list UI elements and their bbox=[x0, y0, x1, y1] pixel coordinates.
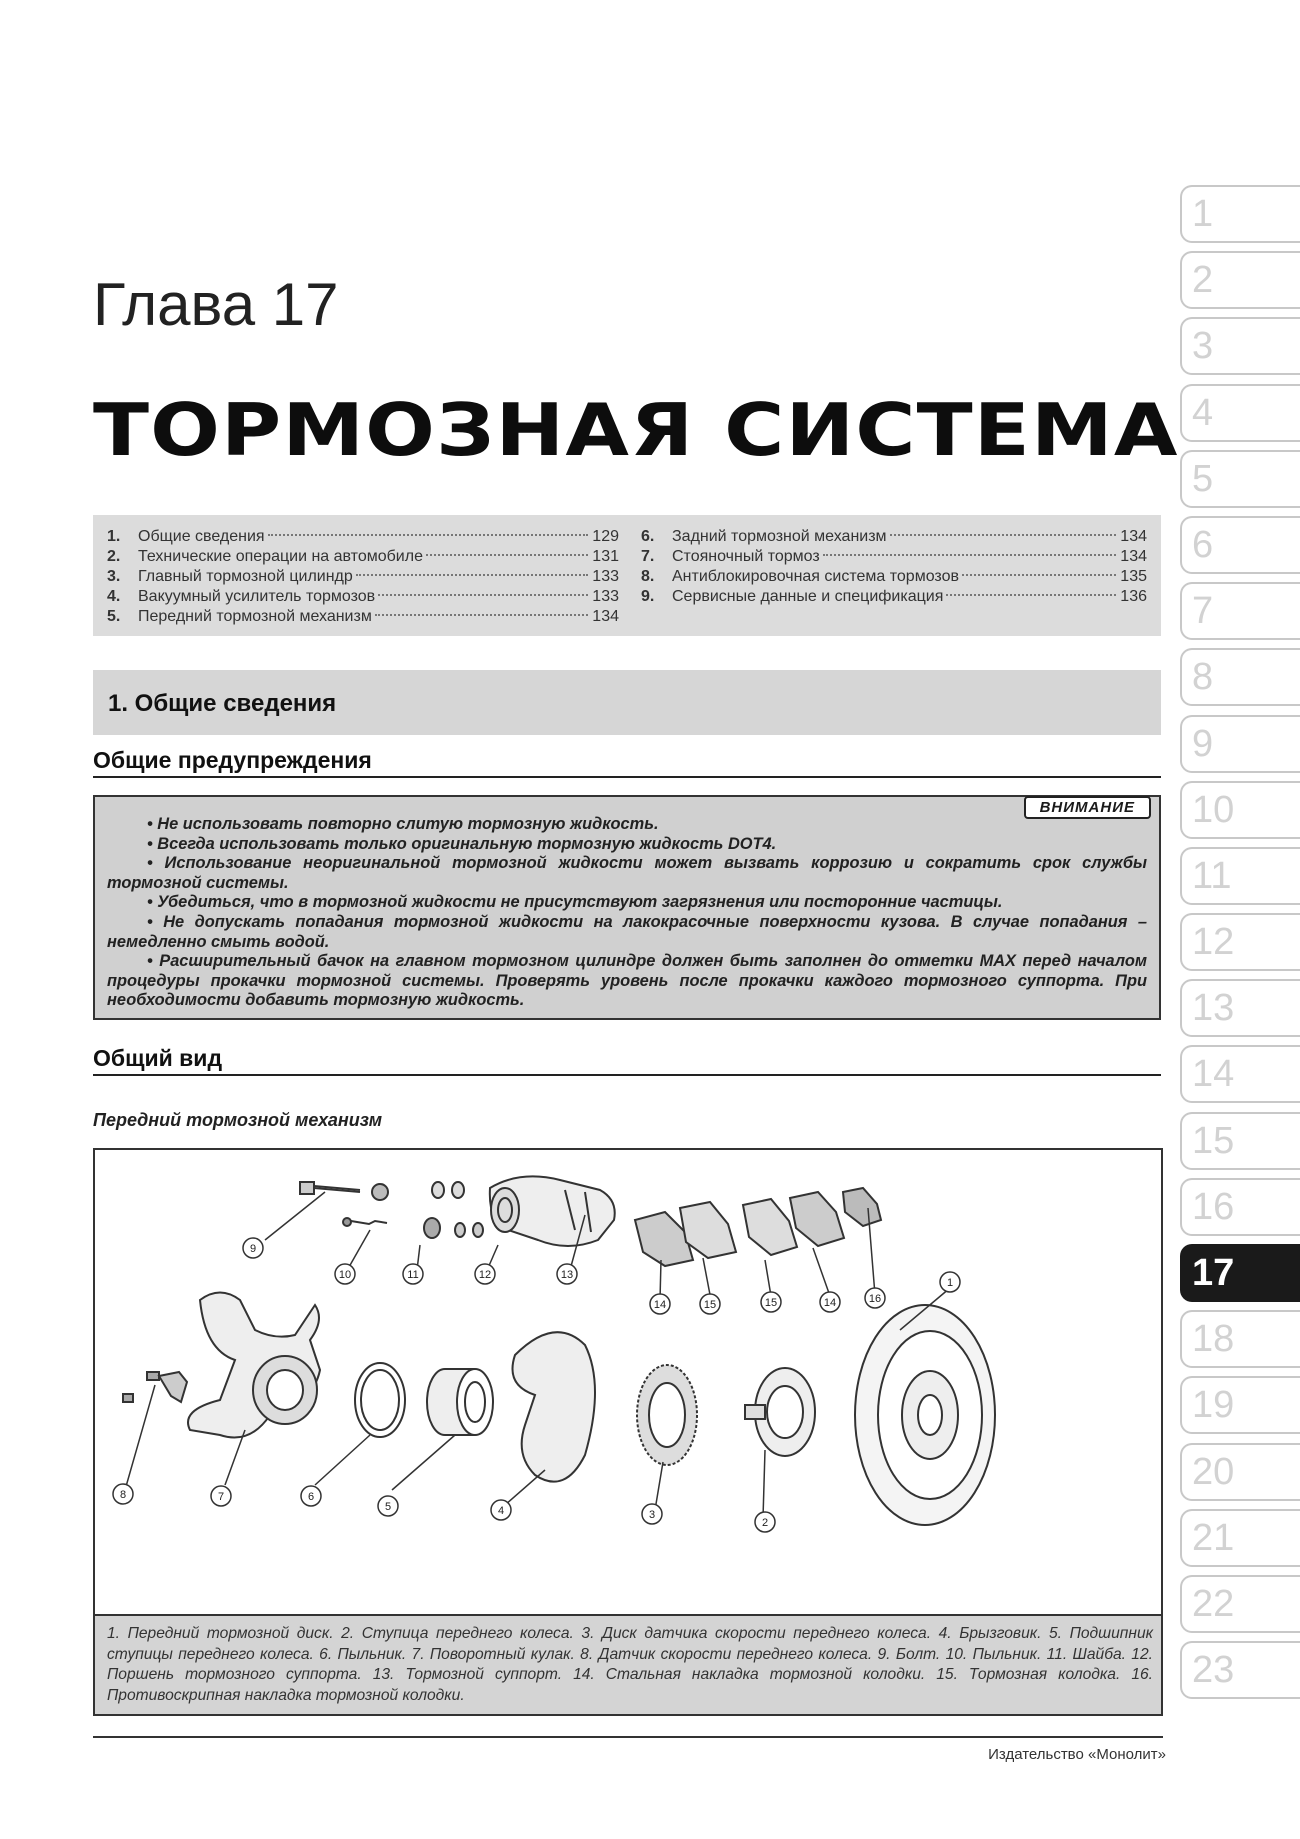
warning-item: • Расширительный бачок на главном тормозном цилиндре должен быть заполнен до отметки MAX перед началом процедуры прокачки тормозной системы. Проверять уровень после прокачки каждого тормозного суппорта. При необходимости добавить тормозную жидкость. bbox=[107, 952, 1147, 1010]
callout-label: 8 bbox=[119, 1489, 127, 1501]
toc-entry-page: 136 bbox=[1120, 588, 1147, 605]
toc-entry-title: Передний тормозной механизм bbox=[138, 608, 372, 625]
chapter-tab-label: 15 bbox=[1192, 1119, 1235, 1162]
callout-label: 5 bbox=[384, 1501, 392, 1513]
chapter-tab-label: 4 bbox=[1192, 391, 1214, 434]
toc-entry-title: Вакуумный усилитель тормозов bbox=[138, 588, 376, 605]
chapter-label: Глава 17 bbox=[93, 271, 339, 338]
chapter-tab-18[interactable] bbox=[1180, 1310, 1300, 1368]
toc-entry[interactable] bbox=[641, 547, 1147, 567]
publisher: Издательство «Монолит» bbox=[988, 1746, 1166, 1763]
chapter-tab-19[interactable] bbox=[1180, 1376, 1300, 1434]
toc-leader-dots bbox=[378, 593, 588, 596]
chapter-tab-17[interactable] bbox=[1180, 1244, 1300, 1302]
toc-entry-number: 3. bbox=[107, 568, 121, 585]
toc-entry-number: 4. bbox=[107, 588, 121, 605]
chapter-tab-label: 6 bbox=[1192, 523, 1214, 566]
toc-leader-dots bbox=[823, 553, 1117, 556]
chapter-tab-label: 7 bbox=[1192, 590, 1214, 633]
chapter-tab-4[interactable] bbox=[1180, 384, 1300, 442]
toc-leader-dots bbox=[962, 573, 1116, 576]
chapter-tab-14[interactable] bbox=[1180, 1045, 1300, 1103]
toc-entry-number: 9. bbox=[641, 588, 655, 605]
chapter-tab-2[interactable] bbox=[1180, 251, 1300, 309]
chapter-tab-label: 23 bbox=[1192, 1649, 1235, 1692]
toc-entry-title: Антиблокировочная система тормозов bbox=[672, 568, 959, 585]
toc-leader-dots bbox=[375, 613, 588, 616]
toc-entry-number: 7. bbox=[641, 548, 655, 565]
chapter-tab-label: 11 bbox=[1192, 854, 1232, 897]
callout-label: 9 bbox=[249, 1243, 257, 1255]
chapter-tab-22[interactable] bbox=[1180, 1575, 1300, 1633]
chapter-tab-label: 21 bbox=[1192, 1516, 1235, 1559]
toc-right-column bbox=[641, 527, 1147, 607]
chapter-tab-label: 16 bbox=[1192, 1185, 1235, 1228]
toc-entry[interactable] bbox=[641, 527, 1147, 547]
toc-entry-page: 129 bbox=[592, 528, 619, 545]
toc-entry[interactable] bbox=[641, 587, 1147, 607]
toc-entry-title: Стояночный тормоз bbox=[672, 548, 820, 565]
toc-entry-page: 131 bbox=[592, 548, 619, 565]
chapter-tab-15[interactable] bbox=[1180, 1112, 1300, 1170]
toc-entry[interactable] bbox=[641, 567, 1147, 587]
chapter-tab-9[interactable] bbox=[1180, 715, 1300, 773]
toc-entry-title: Сервисные данные и спецификация bbox=[672, 588, 944, 605]
toc-entry-page: 133 bbox=[592, 588, 619, 605]
toc-entry-page: 134 bbox=[1120, 528, 1147, 545]
toc-entry-title: Главный тормозной цилиндр bbox=[138, 568, 353, 585]
table-of-contents bbox=[93, 515, 1161, 636]
chapter-tab-label: 20 bbox=[1192, 1450, 1235, 1493]
toc-entry-number: 5. bbox=[107, 608, 121, 625]
callout-label: 1 bbox=[946, 1277, 954, 1289]
toc-entry-number: 2. bbox=[107, 548, 121, 565]
toc-left-column bbox=[107, 527, 619, 627]
toc-entry-number: 1. bbox=[107, 528, 121, 545]
chapter-tab-label: 10 bbox=[1192, 788, 1235, 831]
figure-caption-box bbox=[93, 1614, 1163, 1716]
warning-item: • Использование неоригинальной тормозной жидкости может вызвать коррозию и сократить срок службы тормозной системы. bbox=[107, 854, 1147, 892]
toc-entry-title: Общие сведения bbox=[138, 528, 265, 545]
chapter-tab-16[interactable] bbox=[1180, 1178, 1300, 1236]
subheading-general-view: Общий вид bbox=[93, 1045, 223, 1071]
toc-entry[interactable] bbox=[107, 587, 619, 607]
toc-entry-page: 135 bbox=[1120, 568, 1147, 585]
chapter-tab-label: 13 bbox=[1192, 987, 1235, 1030]
toc-entry-page: 134 bbox=[1120, 548, 1147, 565]
chapter-tab-label: 9 bbox=[1192, 722, 1214, 765]
subheading-warnings: Общие предупреждения bbox=[93, 747, 372, 773]
section-title: 1. Общие сведения bbox=[108, 690, 337, 717]
chapter-tab-label: 12 bbox=[1192, 921, 1235, 964]
callout-label: 13 bbox=[560, 1269, 574, 1281]
toc-entry-title: Задний тормозной механизм bbox=[672, 528, 887, 545]
chapter-tab-3[interactable] bbox=[1180, 317, 1300, 375]
figure-caption: 1. Передний тормозной диск. 2. Ступица переднего колеса. 3. Диск датчика скорости переднего колеса. 4. Брызговик. 5. Подшипник ступицы переднего колеса. 6. Пыльник. 7. Поворотный кулак. 8. Датчик скорости переднего колеса. 9. Болт. 10. Пыльник. 11. Шайба. 12. Поршень тормозного суппорта. 13. Тормозной суппорт. 14. Стальная накладка тормозной колодки. 15. Тормозная колодка. 16. Противоскрипная накладка тормозной колодки. bbox=[107, 1625, 1153, 1704]
chapter-tab-5[interactable] bbox=[1180, 450, 1300, 508]
divider bbox=[93, 776, 1161, 778]
warning-box bbox=[93, 795, 1161, 1020]
toc-entry-number: 6. bbox=[641, 528, 655, 545]
toc-entry[interactable] bbox=[107, 547, 619, 567]
callout-label: 10 bbox=[338, 1269, 352, 1281]
chapter-tab-label: 3 bbox=[1192, 325, 1214, 368]
toc-leader-dots bbox=[946, 593, 1116, 596]
chapter-tab-label: 5 bbox=[1192, 457, 1214, 500]
chapter-tab-12[interactable] bbox=[1180, 913, 1300, 971]
chapter-title: ТОРМОЗНАЯ СИСТЕМА bbox=[93, 388, 1179, 472]
chapter-tab-label: 22 bbox=[1192, 1582, 1235, 1625]
callout-layer bbox=[95, 1150, 1161, 1616]
toc-entry-number: 8. bbox=[641, 568, 655, 585]
chapter-tab-label: 17 bbox=[1192, 1252, 1235, 1294]
chapter-tab-10[interactable] bbox=[1180, 781, 1300, 839]
chapter-tab-13[interactable] bbox=[1180, 979, 1300, 1037]
toc-entry[interactable] bbox=[107, 567, 619, 587]
callout-label: 3 bbox=[648, 1509, 656, 1521]
chapter-tab-23[interactable] bbox=[1180, 1641, 1300, 1699]
toc-leader-dots bbox=[268, 533, 589, 536]
toc-entry-page: 133 bbox=[592, 568, 619, 585]
figure-title: Передний тормозной механизм bbox=[93, 1110, 383, 1130]
callout-label: 2 bbox=[761, 1517, 769, 1529]
divider bbox=[93, 1074, 1161, 1076]
callout-label: 15 bbox=[703, 1299, 717, 1311]
toc-entry[interactable] bbox=[107, 527, 619, 547]
toc-entry[interactable] bbox=[107, 607, 619, 627]
chapter-tab-label: 18 bbox=[1192, 1318, 1235, 1361]
chapter-tab-label: 2 bbox=[1192, 259, 1214, 302]
chapter-tab-7[interactable] bbox=[1180, 582, 1300, 640]
warning-item: • Убедиться, что в тормозной жидкости не присутствуют загрязнения или посторонние частицы. bbox=[147, 893, 1003, 912]
callout-label: 14 bbox=[823, 1297, 837, 1309]
chapter-tab-8[interactable] bbox=[1180, 648, 1300, 706]
chapter-tab-11[interactable] bbox=[1180, 847, 1300, 905]
callout-label: 11 bbox=[407, 1269, 419, 1281]
chapter-tab-20[interactable] bbox=[1180, 1443, 1300, 1501]
toc-entry-title: Технические операции на автомобиле bbox=[138, 548, 423, 565]
warning-item: • Всегда использовать только оригинальную тормозную жидкость DOT4. bbox=[147, 834, 777, 853]
warning-item: • Не допускать попадания тормозной жидкости на лакокрасочные поверхности кузова. В случае попадания – немедленно смыть водой. bbox=[107, 912, 1147, 951]
callout-label: 6 bbox=[307, 1491, 315, 1503]
callout-label: 7 bbox=[217, 1491, 225, 1503]
chapter-tab-label: 19 bbox=[1192, 1384, 1235, 1427]
toc-entry-page: 134 bbox=[592, 608, 619, 625]
warning-badge: ВНИМАНИЕ bbox=[1024, 796, 1151, 819]
callout-label: 16 bbox=[868, 1293, 882, 1305]
chapter-tab-label: 1 bbox=[1192, 193, 1214, 235]
chapter-tab-label: 8 bbox=[1192, 656, 1214, 699]
warning-item: • Не использовать повторно слитую тормозную жидкость. bbox=[147, 815, 659, 833]
chapter-tab-6[interactable] bbox=[1180, 516, 1300, 574]
chapter-tabs bbox=[1180, 185, 1300, 1707]
callout-label: 14 bbox=[653, 1299, 667, 1311]
toc-leader-dots bbox=[890, 533, 1117, 536]
callout-label: 15 bbox=[764, 1297, 778, 1309]
chapter-tab-label: 14 bbox=[1192, 1053, 1235, 1096]
callout-label: 4 bbox=[497, 1505, 505, 1517]
toc-leader-dots bbox=[426, 553, 588, 556]
warning-text bbox=[107, 815, 1147, 1011]
chapter-tab-21[interactable] bbox=[1180, 1509, 1300, 1567]
section-header bbox=[93, 670, 1161, 735]
toc-leader-dots bbox=[356, 573, 589, 576]
footer-divider bbox=[93, 1736, 1163, 1738]
chapter-tab-1[interactable] bbox=[1180, 185, 1300, 243]
callout-label: 12 bbox=[478, 1269, 492, 1281]
